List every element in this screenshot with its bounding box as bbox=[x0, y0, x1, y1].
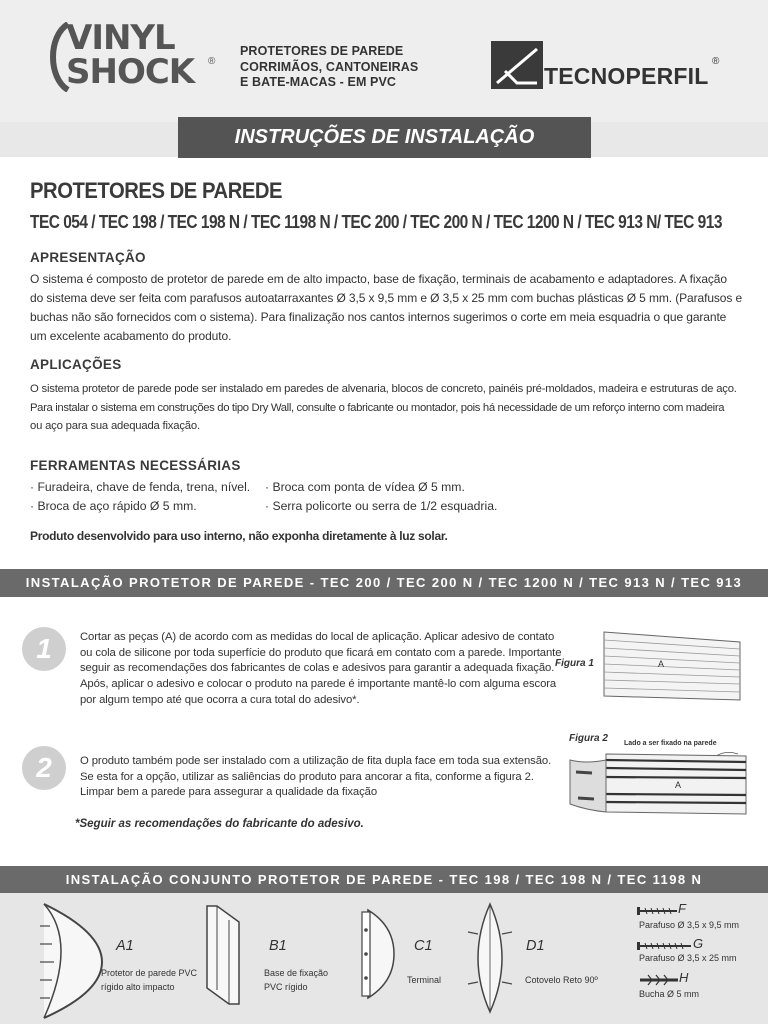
part-b1-code: B1 bbox=[269, 938, 287, 954]
product-line: E BATE-MACAS - EM PVC bbox=[240, 75, 397, 89]
text-line: PVC rígido bbox=[264, 982, 308, 992]
figure-1-label: Figura 1 bbox=[555, 658, 594, 669]
text-line: O sistema protetor de parede pode ser instalado em paredes de alvenaria, blocos de concreto, painéis pré-moldados, madeira e estruturas de aço. bbox=[30, 383, 737, 395]
text-line: O produto também pode ser instalado com a utilização de fita dupla face em toda sua extensão. bbox=[80, 755, 552, 767]
part-c1-terminal-icon bbox=[358, 906, 398, 1002]
text-line: rígido alto impacto bbox=[101, 982, 175, 992]
tool-item: · Furadeira, chave de fenda, trena, nível. bbox=[30, 480, 251, 494]
part-c1-desc bbox=[407, 973, 441, 987]
fastener-g-desc: Parafuso Ø 3,5 x 25 mm bbox=[639, 953, 737, 963]
step-1-text bbox=[80, 630, 561, 709]
section-title-aplicacoes: APLICAÇÕES bbox=[30, 357, 122, 372]
tool-item: · Broca de aço rápido Ø 5 mm. bbox=[30, 499, 197, 513]
part-d1-desc bbox=[525, 973, 598, 987]
fastener-h-code: H bbox=[679, 970, 689, 985]
text-line: buchas não são fornecidos com o sistema). Para finalização nos cantos internos sugerimos o corte em meia esquadria o que garante bbox=[30, 310, 727, 324]
section-bar-1 bbox=[0, 569, 768, 597]
tools-column-1 bbox=[30, 478, 250, 516]
section-bar-2-title: INSTALAÇÃO CONJUNTO PROTETOR DE PAREDE - TEC 198 / TEC 198 N / TEC 1198 N bbox=[65, 872, 703, 887]
section-title-apresentacao: APRESENTAÇÃO bbox=[30, 250, 146, 265]
tool-item: · Serra policorte ou serra de 1/2 esquadria. bbox=[265, 499, 498, 513]
figure-2-label: Figura 2 bbox=[569, 733, 608, 744]
text-line: Base de fixação bbox=[264, 968, 329, 978]
figure-2-part-label: A bbox=[675, 780, 682, 790]
part-d1-code: D1 bbox=[526, 938, 545, 954]
text-line: Cortar as peças (A) de acordo com as medidas do local de aplicação. Aplicar adesivo de contato bbox=[80, 631, 555, 643]
text-line: Cotovelo Reto 90º bbox=[525, 975, 598, 985]
part-d1-corner-icon bbox=[466, 902, 514, 1014]
step-1-badge: 1 bbox=[22, 627, 66, 671]
apresentacao-text bbox=[30, 270, 760, 346]
text-line: um excelente acabamento do produto. bbox=[30, 329, 232, 343]
page-title: INSTRUÇÕES DE INSTALAÇÃO bbox=[234, 126, 535, 148]
text-line: O sistema é composto de protetor de parede em de alto impacto, base de fixação, terminais de acabamento e adaptadores. A fixação bbox=[30, 272, 727, 286]
anchor-h-icon bbox=[638, 974, 680, 986]
figure-1-part-label: A bbox=[658, 659, 665, 669]
text-line: por algum tempo até que ocorra a cura total do adesivo*. bbox=[80, 693, 360, 706]
title-bar bbox=[178, 117, 591, 158]
tecnoperfil-logo-icon bbox=[491, 41, 543, 89]
product-line: PROTETORES DE PAREDE bbox=[240, 44, 404, 58]
text-line: Para instalar o sistema em construções do tipo Dry Wall, consulte o fabricante ou montador, pois há necessidade de um reforço interno com madeira bbox=[30, 401, 725, 414]
text-line: seguir as recomendações dos fabricantes de colas e adesivos para garantir a adequada fixação. bbox=[80, 662, 555, 675]
text-line: Protetor de parede PVC bbox=[101, 968, 198, 978]
figure-2-tape-panel bbox=[566, 748, 748, 820]
part-b1-desc bbox=[264, 966, 328, 994]
figure-1-wall-panel bbox=[600, 630, 742, 702]
company-reg-mark: ® bbox=[712, 56, 720, 67]
screw-g-icon bbox=[637, 941, 693, 951]
part-b1-base-icon bbox=[203, 904, 243, 1008]
text-line: ou cola de silicone por toda superfície do produto que ficará em contato com a parede. Importante bbox=[80, 646, 562, 659]
fastener-h-desc: Bucha Ø 5 mm bbox=[639, 989, 700, 999]
fastener-f-desc: Parafuso Ø 3,5 x 9,5 mm bbox=[639, 920, 740, 930]
product-line: CORRIMÃOS, CANTONEIRAS bbox=[240, 59, 419, 74]
aplicacoes-text bbox=[30, 380, 737, 436]
part-a1-profile-icon bbox=[38, 902, 104, 1020]
model-list: TEC 054 / TEC 198 / TEC 198 N / TEC 1198 N / TEC 200 / TEC 200 N / TEC 1200 N / TEC 913 N/ TEC 913 bbox=[30, 212, 722, 232]
section-title-ferramentas: FERRAMENTAS NECESSÁRIAS bbox=[30, 458, 241, 473]
vinyl-shock-logo-line2: SHOCK bbox=[66, 52, 195, 92]
tools-column-2 bbox=[265, 478, 497, 516]
step-2-badge: 2 bbox=[22, 746, 66, 790]
company-name: TECNOPERFIL bbox=[544, 63, 709, 89]
part-a1-code: A1 bbox=[116, 938, 134, 954]
uv-warning: Produto desenvolvido para uso interno, não exponha diretamente à luz solar. bbox=[30, 529, 448, 543]
section-bar-1-title: INSTALAÇÃO PROTETOR DE PAREDE - TEC 200 / TEC 200 N / TEC 1200 N / TEC 913 N / TEC 913 bbox=[25, 575, 743, 590]
text-line: ou aço para sua adequada fixação. bbox=[30, 420, 200, 432]
screw-f-icon bbox=[637, 906, 679, 916]
step-2-text bbox=[80, 754, 551, 801]
fastener-f-code: F bbox=[678, 901, 686, 916]
figure-2-caption: Lado a ser fixado na parede bbox=[624, 740, 717, 747]
text-line: Se esta for a opção, utilizar as saliências do produto para ancorar a fita, conforme a figura 2. bbox=[80, 770, 534, 783]
section-bar-2 bbox=[0, 866, 768, 894]
vinyl-shock-logo-line1: VINYL bbox=[66, 18, 175, 58]
product-lines bbox=[240, 44, 418, 91]
text-line: Terminal bbox=[407, 975, 442, 985]
vinyl-shock-reg-mark: ® bbox=[208, 56, 216, 67]
tool-item: · Broca com ponta de vídea Ø 5 mm. bbox=[265, 480, 465, 494]
text-line: Limpar bem a parede para assegurar a qualidade da fixação bbox=[80, 786, 377, 799]
text-line: Após, aplicar o adesivo e colocar o produto na parede é importante mantê-lo com alguma escora bbox=[80, 678, 557, 691]
adhesive-note: *Seguir as recomendações do fabricante do adesivo. bbox=[75, 818, 364, 830]
part-a1-desc bbox=[101, 966, 197, 994]
part-c1-code: C1 bbox=[414, 938, 433, 954]
text-line: do sistema deve ser feita com parafusos autoatarraxantes Ø 3,5 x 9,5 mm e Ø 3,5 x 25 mm com buchas plásticas Ø 5 mm. (Parafusos e bbox=[30, 291, 743, 305]
fastener-g-code: G bbox=[693, 936, 704, 951]
main-heading: PROTETORES DE PAREDE bbox=[30, 178, 283, 203]
